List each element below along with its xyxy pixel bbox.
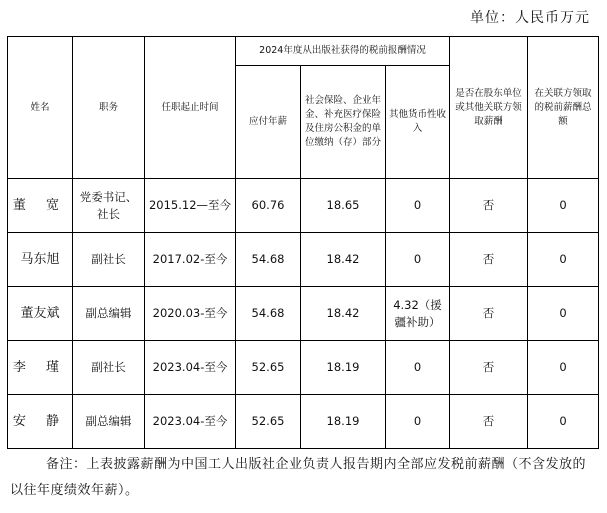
table-row <box>8 233 599 287</box>
cell-term: 2017.02-至今 <box>145 233 236 287</box>
cell-position: 党委书记、社长 <box>73 179 145 233</box>
table-row <box>8 287 599 341</box>
cell-related-total: 0 <box>528 341 599 395</box>
header-name: 姓名 <box>8 37 73 179</box>
cell-name: 董 宽 <box>8 179 73 233</box>
cell-other-income: 4.32（援疆补助） <box>386 287 450 341</box>
header-related-salary-flag: 是否在股东单位或其他关联方领取薪酬 <box>450 37 528 179</box>
cell-related-total: 0 <box>528 395 599 449</box>
header-other-income: 其他货币性收入 <box>386 66 450 179</box>
cell-social-insurance: 18.42 <box>301 287 386 341</box>
table-row <box>8 179 599 233</box>
cell-annual-salary: 54.68 <box>236 287 301 341</box>
header-related-salary-total: 在关联方领取的税前薪酬总额 <box>528 37 599 179</box>
header-social-insurance: 社会保险、企业年金、补充医疗保险及住房公积金的单位缴纳（存）部分 <box>301 66 386 179</box>
cell-term: 2020.03-至今 <box>145 287 236 341</box>
table-row <box>8 395 599 449</box>
salary-table <box>7 36 599 449</box>
cell-related-flag: 否 <box>450 395 528 449</box>
cell-related-flag: 否 <box>450 287 528 341</box>
cell-other-income: 0 <box>386 395 450 449</box>
header-annual-salary: 应付年薪 <box>236 66 301 179</box>
cell-social-insurance: 18.42 <box>301 233 386 287</box>
cell-social-insurance: 18.65 <box>301 179 386 233</box>
table-row <box>8 341 599 395</box>
header-position: 职务 <box>73 37 145 179</box>
cell-other-income: 0 <box>386 233 450 287</box>
cell-annual-salary: 60.76 <box>236 179 301 233</box>
header-term: 任职起止时间 <box>145 37 236 179</box>
cell-position: 副总编辑 <box>73 395 145 449</box>
cell-position: 副社长 <box>73 341 145 395</box>
cell-social-insurance: 18.19 <box>301 395 386 449</box>
cell-term: 2015.12—至今 <box>145 179 236 233</box>
cell-term: 2023.04-至今 <box>145 395 236 449</box>
cell-term: 2023.04-至今 <box>145 341 236 395</box>
cell-annual-salary: 54.68 <box>236 233 301 287</box>
cell-position: 副社长 <box>73 233 145 287</box>
cell-name: 马东旭 <box>8 233 73 287</box>
cell-name: 安 静 <box>8 395 73 449</box>
unit-label: 单位：人民币万元 <box>470 10 590 26</box>
cell-name: 李 瑾 <box>8 341 73 395</box>
header-pre-tax-group: 2024年度从出版社获得的税前报酬情况 <box>236 37 450 66</box>
cell-related-flag: 否 <box>450 233 528 287</box>
cell-related-flag: 否 <box>450 179 528 233</box>
cell-position: 副总编辑 <box>73 287 145 341</box>
cell-related-total: 0 <box>528 233 599 287</box>
cell-related-total: 0 <box>528 287 599 341</box>
cell-social-insurance: 18.19 <box>301 341 386 395</box>
cell-related-total: 0 <box>528 179 599 233</box>
cell-annual-salary: 52.65 <box>236 341 301 395</box>
cell-name: 董友斌 <box>8 287 73 341</box>
cell-annual-salary: 52.65 <box>236 395 301 449</box>
cell-other-income: 0 <box>386 341 450 395</box>
cell-related-flag: 否 <box>450 341 528 395</box>
cell-other-income: 0 <box>386 179 450 233</box>
footnote: 备注：上表披露薪酬为中国工人出版社企业负责人报告期内全部应发税前薪酬（不含发放的以往年度绩效年薪）。 <box>10 457 587 498</box>
